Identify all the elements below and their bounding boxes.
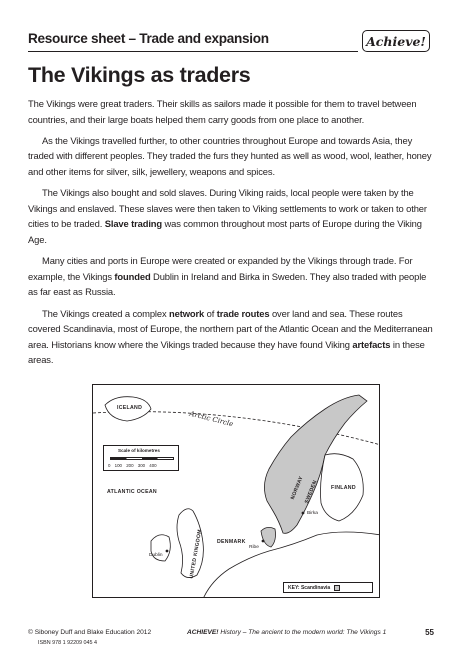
series-subtitle: History – The ancient to the modern world: The Vikings 1 (218, 629, 387, 636)
paragraph-text: The Vikings were great traders. Their skills as sailors made it possible for them to travel between countries, and their large boats helped them carry goods from one place to another. (28, 98, 417, 125)
header-divider (28, 51, 358, 52)
finland-label: FINLAND (331, 485, 356, 491)
paragraph-text: The Vikings also bought and sold slaves. During Viking raids, local people were taken by the Vikings and enslaved. These slaves were then taken to Viking settlements to work or taken to other cities to be traded. (28, 187, 427, 230)
paragraph-text: As the Vikings travelled further, to other countries throughout Europe and towards Asia, they traded with different peoples. They traded the furs they hunted as well as wood, wool, leather, honey and other items for silver, silk, jewellery, weapons and spices. (28, 134, 432, 177)
page-number: 55 (425, 628, 434, 637)
achieve-logo: Achieve! (362, 30, 430, 52)
paragraph (28, 133, 436, 180)
scandinavia-swatch (334, 585, 340, 591)
atlantic-ocean-label: ATLANTIC OCEAN (107, 489, 157, 495)
key-term: network (169, 307, 205, 319)
denmark-label: DENMARK (217, 539, 246, 545)
map-key (283, 582, 373, 593)
key-term: trade routes (216, 307, 270, 319)
denmark-shape (261, 527, 276, 547)
arctic-circle-label: Arctic Circle (188, 409, 235, 429)
ribe-marker (262, 540, 265, 543)
paragraph (28, 306, 436, 368)
map-key-label: KEY: Scandinavia (288, 584, 331, 591)
norway-label: NORWAY (289, 475, 305, 501)
iceland-label: ICELAND (117, 405, 143, 411)
paragraph-text: of (204, 307, 217, 319)
paragraph-text: in these areas. (28, 338, 425, 366)
paragraph-text: Many cities and ports in Europe were created or expanded by the Vikings through trade. For example, the Vikings (28, 255, 413, 282)
key-term: Slave trading (104, 218, 163, 230)
isbn-text: ISBN 978 1 92209 045 4 (38, 640, 98, 646)
map-scale (103, 445, 179, 471)
sweden-label: SWEDEN (303, 479, 319, 505)
paragraph-text: The Vikings created a complex (42, 307, 170, 319)
key-term: founded (114, 270, 151, 282)
scale-title: Scale of kilometres (118, 448, 160, 453)
article-body (28, 96, 436, 373)
paragraph-text: over land and sea. These routes covered Scandinavia, most of Europe, the northern part of the Atlantic Ocean and the Mediterranean area. Historians know where the Vikings traded because they have found Viking (28, 307, 433, 350)
paragraph (28, 96, 436, 127)
paragraph (28, 185, 436, 247)
scale-bar (110, 457, 174, 460)
series-brand: ACHIEVE! (187, 629, 219, 636)
resource-sheet-title: Resource sheet – Trade and expansion (28, 31, 269, 46)
paragraph-text: was common throughout most parts of Europe during the Viking Age. (28, 218, 422, 245)
series-title (187, 629, 386, 636)
dublin-marker (166, 550, 169, 553)
copyright-text: © Siboney Duff and Blake Education 2012 (28, 629, 152, 636)
united-kingdom-label: UNITED KINGDOM (188, 528, 204, 580)
paragraph (28, 253, 436, 300)
birka-label: Birka (307, 511, 318, 516)
scale-ticks: 0 100 200 300 400 (108, 463, 157, 468)
resource-sheet-header (28, 30, 430, 56)
viking-trade-map (92, 384, 380, 598)
page-title: The Vikings as traders (28, 63, 251, 87)
key-term: artefacts (352, 338, 391, 350)
birka-marker (302, 512, 305, 515)
paragraph-text: Dublin in Ireland and Birka in Sweden. They also traded with people as far east as Russia. (28, 270, 427, 298)
dublin-label: Dublin (149, 553, 163, 558)
page-footer (28, 629, 438, 653)
ribe-label: Ribe (249, 545, 259, 550)
